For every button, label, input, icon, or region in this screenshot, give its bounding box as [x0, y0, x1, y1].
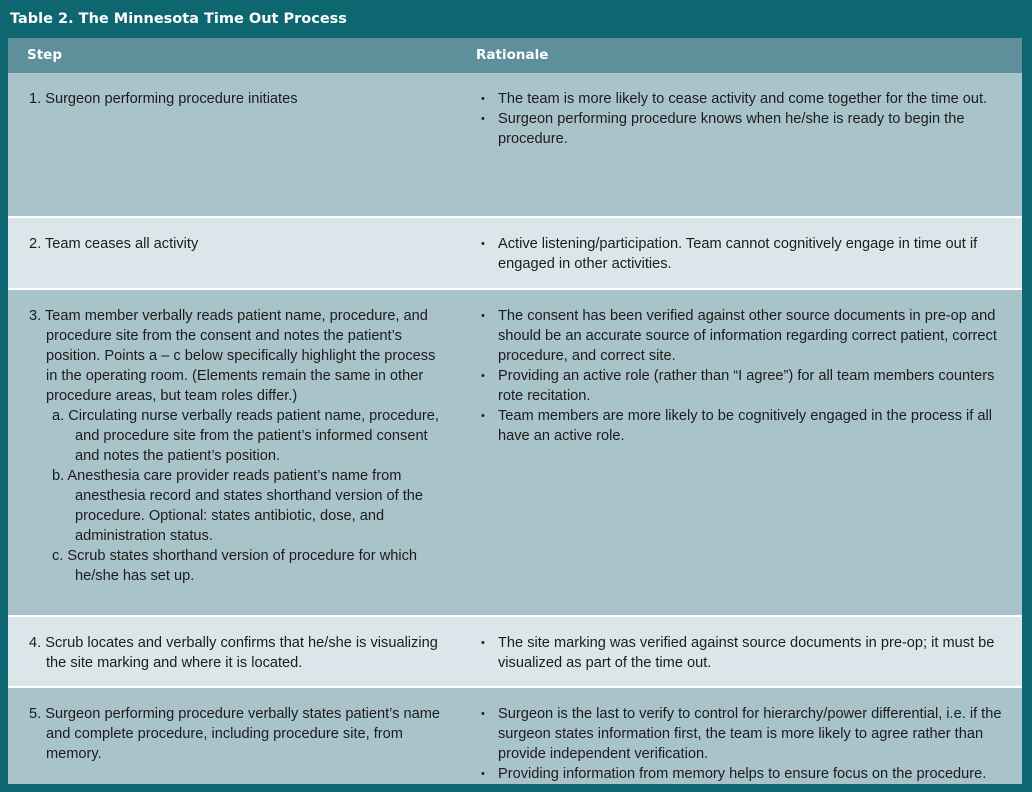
bullet-icon: • — [481, 768, 485, 781]
step-text: 2. Team ceases all activity — [29, 236, 199, 253]
rationale-item: • The consent has been verified against other source documents in pre-op and should be an accurate source of information regarding correct patient, correct procedure, and correct site. — [481, 307, 997, 364]
bullet-icon: • — [481, 238, 485, 251]
step-text: 4. Scrub locates and verbally confirms that he/she is visualizing the site marking and where it is located. — [29, 634, 438, 671]
rationale-item: • Providing an active role (rather than “I agree”) for all team members counters rote recitation. — [481, 367, 995, 404]
bullet-icon: • — [481, 409, 485, 422]
step-cell — [8, 617, 456, 686]
rationale-cell — [456, 73, 1022, 217]
rationale-item: • Active listening/participation. Team cannot cognitively engage in time out if engaged in other activities. — [481, 236, 978, 273]
rationale-item: • Surgeon is the last to verify to control for hierarchy/power differential, i.e. if the surgeon states information first, the team is more likely to agree rather than provide independent verification. — [481, 706, 1002, 763]
header-rationale: Rationale — [476, 47, 549, 64]
table-row — [8, 688, 1022, 784]
step-text: 1. Surgeon performing procedure initiates — [29, 90, 298, 107]
table-row — [8, 290, 1022, 617]
time-out-table — [8, 38, 1022, 784]
rationale-item: • The site marking was verified against source documents in pre-op; it must be visualized as part of the time out. — [481, 634, 995, 671]
rationale-item: • The team is more likely to cease activity and come together for the time out. — [481, 90, 988, 107]
substep-text: a. Circulating nurse verbally reads patient name, procedure, and procedure site from the patient’s informed consent and notes the patient’s position. — [52, 407, 439, 464]
step-cell — [8, 218, 456, 287]
step-text: 5. Surgeon performing procedure verbally states patient’s name and complete procedure, including procedure site, from memory. — [29, 706, 441, 763]
substep-text: b. Anesthesia care provider reads patient’s name from anesthesia record and states shorthand version of the procedure. Optional: states antibiotic, dose, and administration status. — [52, 467, 424, 544]
bullet-icon: • — [481, 708, 485, 721]
bullet-icon: • — [481, 636, 485, 649]
step-text: 3. Team member verbally reads patient name, procedure, and procedure site from the consent and notes the patient’s position. Points a – c below specifically highlight the process in the operating room. (Elements remain the same in other procedure areas, but team roles differ.) — [29, 307, 436, 404]
bullet-icon: • — [481, 112, 485, 125]
table-header-row — [8, 38, 1022, 73]
bullet-icon: • — [481, 309, 485, 322]
step-cell — [8, 290, 456, 615]
bullet-icon: • — [481, 92, 485, 105]
step-cell — [8, 73, 456, 217]
substep-text: c. Scrub states shorthand version of procedure for which he/she has set up. — [52, 547, 418, 584]
rationale-item: • Surgeon performing procedure knows when he/she is ready to begin the procedure. — [481, 110, 965, 147]
table-row — [8, 73, 1022, 219]
rationale-cell — [456, 617, 1022, 686]
step-cell — [8, 688, 456, 784]
rationale-item: • Providing information from memory helps to ensure focus on the procedure. — [481, 766, 987, 783]
rationale-cell — [456, 688, 1022, 784]
table-row — [8, 617, 1022, 688]
bullet-icon: • — [481, 369, 485, 382]
table-row — [8, 218, 1022, 289]
rationale-cell — [456, 290, 1022, 615]
header-step: Step — [27, 47, 62, 64]
rationale-item: • Team members are more likely to be cognitively engaged in the process if all have an active role. — [481, 407, 992, 444]
rationale-cell — [456, 218, 1022, 287]
table-title: Table 2. The Minnesota Time Out Process — [10, 11, 347, 27]
